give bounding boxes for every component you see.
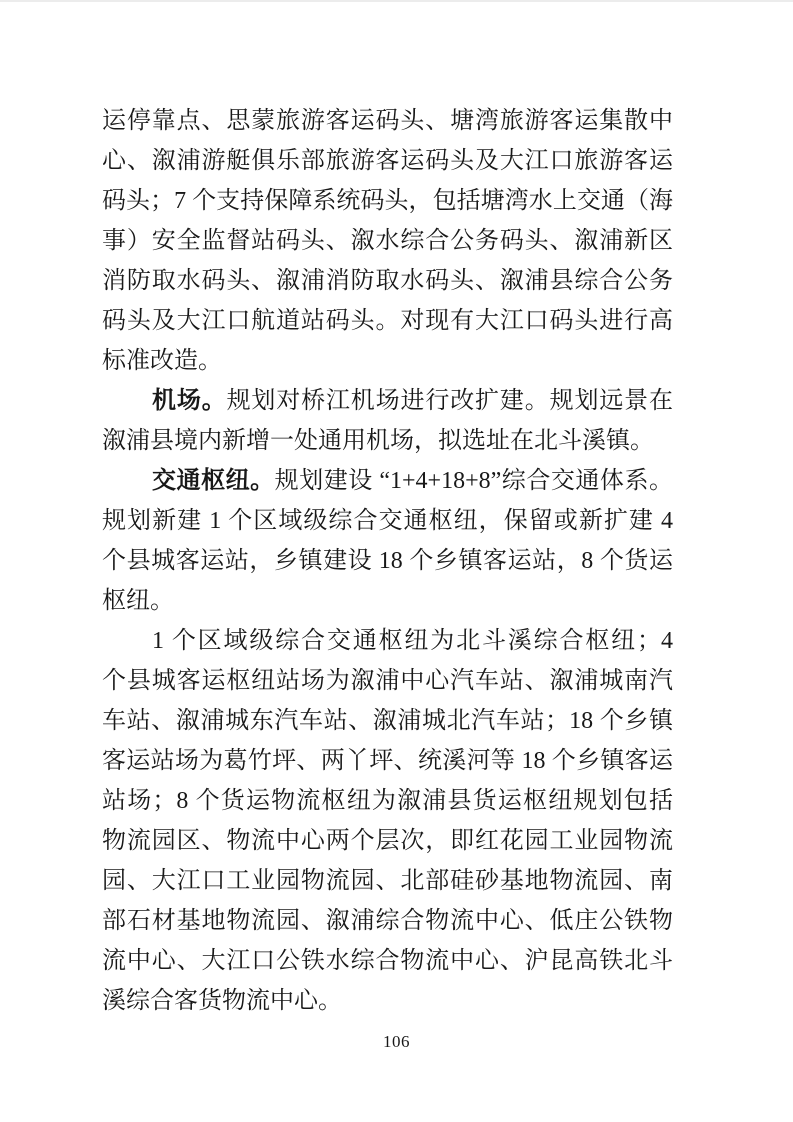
line-text: 规划新建 1 个区域级综合交通枢纽，保留或新扩建 4 [102,508,673,534]
line-text: 个县城客运站，乡镇建设 18 个乡镇客运站，8 个货运 [102,548,673,574]
text-line [102,781,673,821]
text-line [102,741,673,781]
text-line [102,181,673,221]
line-text: 园、大江口工业园物流园、北部硅砂基地物流园、南 [102,868,673,894]
text-line [102,501,673,541]
line-text: 心、溆浦游艇俱乐部旅游客运码头及大江口旅游客运 [102,148,673,174]
line-text: 车站、溆浦城东汽车站、溆浦城北汽车站；18 个乡镇 [102,708,673,734]
text-line [102,301,673,341]
line-text: 规划建设 “1+4+18+8”综合交通体系。 [274,468,673,494]
line-text: 标准改造。 [102,348,222,374]
line-text: 个县城客运枢纽站场为溆浦中心汽车站、溆浦城南汽 [102,668,673,694]
text-line [102,101,673,141]
text-line [102,381,673,421]
text-line [102,981,673,1021]
line-text: 规划对桥江机场进行改扩建。规划远景在 [226,388,674,414]
text-line [102,701,673,741]
text-line [102,821,673,861]
line-text: 运停靠点、思蒙旅游客运码头、塘湾旅游客运集散中 [102,108,673,134]
bold-lead-text: 交通枢纽。 [152,468,275,494]
text-line [102,341,673,381]
text-line [102,861,673,901]
text-line [102,421,673,461]
text-line [102,901,673,941]
line-text: 消防取水码头、溆浦消防取水码头、溆浦县综合公务 [102,268,673,294]
text-line [102,141,673,181]
text-line [102,661,673,701]
text-line [102,621,673,661]
line-text: 站场；8 个货运物流枢纽为溆浦县货运枢纽规划包括 [102,788,673,814]
line-text: 1 个区域级综合交通枢纽为北斗溪综合枢纽；4 [152,628,673,654]
text-line [102,461,673,501]
text-line [102,941,673,981]
line-text: 枢纽。 [102,588,174,614]
line-text: 部石材基地物流园、溆浦综合物流中心、低庄公铁物 [102,908,673,934]
line-text: 物流园区、物流中心两个层次，即红花园工业园物流 [102,828,673,854]
line-text: 客运站场为葛竹坪、两丫坪、统溪河等 18 个乡镇客运 [102,748,673,774]
page-number: 106 [383,1032,410,1051]
line-text: 溆浦县境内新增一处通用机场，拟选址在北斗溪镇。 [102,428,654,454]
text-line [102,221,673,261]
line-text: 流中心、大江口公铁水综合物流中心、沪昆高铁北斗 [102,948,673,974]
text-block [102,101,673,1021]
line-text: 溪综合客货物流中心。 [102,988,342,1014]
text-line [102,581,673,621]
text-line [102,541,673,581]
bold-lead-text: 机场。 [152,388,227,414]
line-text: 码头；7 个支持保障系统码头，包括塘湾水上交通（海 [102,188,673,214]
text-line [102,261,673,301]
line-text: 事）安全监督站码头、溆水综合公务码头、溆浦新区 [102,228,673,254]
line-text: 码头及大江口航道站码头。对现有大江口码头进行高 [102,308,673,334]
